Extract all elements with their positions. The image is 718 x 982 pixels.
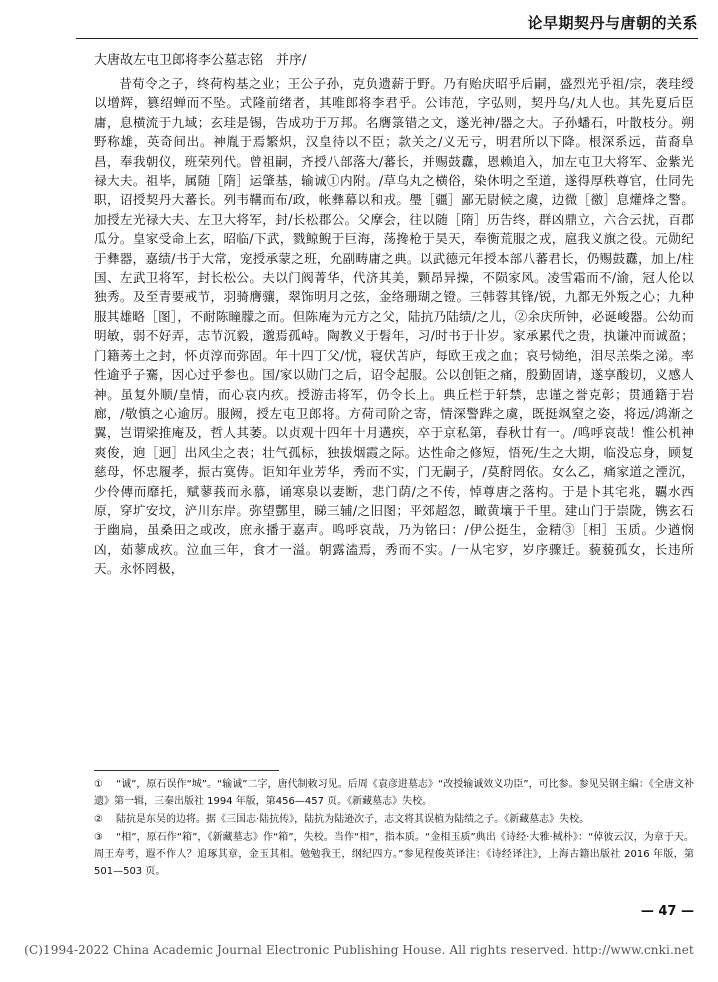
inscription-body: 昔荀令之子，终荷构基之业；王公子孙，克负遗薪于野。乃有贻庆昭乎后嗣，盛烈光乎祖/宗，袭珪绶以增辉，篡绍蝉而不坠。式隆前绪者，其唯郎将李君乎。公讳范，字弘则，契丹乌/丸人也。其先夏后臣庸，息横流于九域；玄珪是锡，告成功于万邦。名膺箓错之文，遂光神/器之大。子孙蟠石，叶散枝分。朔野称雄，英奇间出。神胤于焉繁炽，汉皇待以不臣；款关之/义无亏，明君所以下降。根深系远，苗裔阜昌，奉我朝仪，班荣列代。曾祖嗣，齐授八部落大/蕃长，并赐鼓纛，恩赖追入，加左屯卫大将军、金紫光禄大夫。祖毕，属随［隋］运肇基，输诚①内附。/草乌丸之横俗，染休明之至道，遂得厚秩尊官，仕同先职，诏授契丹大蕃长。列韦鞲而布/政，帐彝幕以和戎。璺［疆］鄙无尉候之虞，边微［徼］息爟烽之警。加授左光禄大夫、左卫大将军，封/长松郡公。父摩会，往以随［隋］历告终，群凶鼎立，六合云扰，百郡瓜分。皇家受命上玄，昭临/下武，戮鲸鲵于巨海，荡搀枪于昊天，奉衡荒服之戎，扈我义旗之役。元勋纪于彝器，嘉绩/书于大常，宠授承蒙之班，允副畴庸之典。以武德元年授本部八蕃君长，仍赐鼓纛，加上/柱国、左武卫将军，封长松公。夫以门阀菁华，代济其美，颗昂异操，不陨家风。凌雪霜而不/渝，冠人伦以独秀。及至青要戒节，羽骑膺骧，翠饰明月之弦，金络珊瑚之镫。三韩蓉其锋/锐，九都无外叛之心；九种服其雄略［图］，不耐陈瞳朦之而。但陈庵为元方之父，陆抗乃陆绩/之儿，②余庆所钟，必诞峻器。公幼而明敏，弱不好弄，志节沉毅，邈焉孤峙。陶教义于髫年，习/时书于卝岁。家承累代之贵，执谦冲而诚盈；门籍莠土之封，怀贞淳而弥固。年十四丁父/忧，寝伏苫庐，每欧王戎之血；哀号恸绝，泪尽羔柴之涕。率性逾乎子騫，因心过乎参也。国/家以勋门之后，诏令起服。公以创钜之痛，殷勤固请，遂享酸切，义感人神。虽复外顺/皇情，而心哀内疚。授游击将军，仍令长上。典丘栏于轩禁，忠谨之誉克彰；贯通籍于岩廊，/敬慎之心逾厉。服阙，授左屯卫郎将。方荷司阶之寄，情深警跸之虞，既挺飒窒之姿，将远/鸿渐之翼，岂谓梁推庵及，哲人其萎。以贞观十四年十月遘疾，卒于京私第，春秋廿有一。/鸣呼哀哉！惟公机神爽俊，逈［迥］出风尘之表；壮气孤标，独拔烟霞之际。达性命之修短，悟死/生之大期，临没忘身，顾复慈母，怀忠履孝，振古寞俦。讵知年业芳华，秀而不实，门无嗣子，/莫酧罔依。女么乙，痛家道之湮沉，少伶傳而靡托，赋蓼莪而永慕，诵寒泉以妻断，悲门荫/之不传，悼尊唐之落构。于是卜其宅兆，覊水西原，穿圹安坟，浐川东岸。弥望酆里，睇三辅/之旧图；平郊超忽，瞰黄壤于千里。建山门于崇陇，镌玄石于幽扃，虽桑田之或改，庶永播于嘉声。鸣呼哀哉，乃为铭曰：/伊公挺生，金精③［相］玉质。少遒悯凶，茹蓼成疚。泣血三年，食才一溢。朝露溘焉，秀而不实。/一从宅穸，岁序骤迁。藐藐孤女，长违所天。永怀罔极， [94,76,694,577]
footnote-2 [94,811,694,828]
main-text [94,52,694,579]
header-rule [76,38,698,39]
footnote-number: ② [94,814,103,825]
footnote-text: 陆抗是东吴的边将。据《三国志·陆抗传》，陆抗为陆逊次子，志文将其误植为陆绩之子。《新藏墓志》失校。 [116,814,590,825]
footnote-1 [94,776,694,810]
footnote-3 [94,829,694,880]
footnote-text: “诚”，原石误作“城”。“输诚”二字，唐代制敕习见。后周《袁彦进墓志》“改授输诚效义功臣”，可比参。参见吴钢主编：《全唐文补遗》第一辑，三秦出版社 1994 年版，第456—457 页。《新藏墓志》失校。 [94,779,694,807]
page-number: — 47 — [640,904,694,919]
footnotes [94,776,694,881]
footnote-number: ③ [94,832,103,843]
footnote-number: ① [94,779,103,790]
running-header: 论早期契丹与唐朝的关系 [527,14,698,32]
footnote-text: “相”，原石作“箱”，《新藏墓志》作“箱”，失校。当作“相”，指本质。“金相玉质”典出《诗经·大雅·棫朴》：“倬彼云汉，为章于天。周王寿考，遐不作人？追琢其章，金玉其相。勉勉我王，纲纪四方。”参见程俊英译注：《诗经译注》，上海古籍出版社 2016 年版，第 501—503 页。 [94,832,694,877]
copyright-notice: (C)1994-2022 China Academic Journal Electronic Publishing House. All rights reserved. http://www.cnki.net [24,943,694,957]
footnote-rule [94,770,279,771]
inscription-title: 大唐故左屯卫郎将李公墓志铭 并序/ [94,53,307,68]
